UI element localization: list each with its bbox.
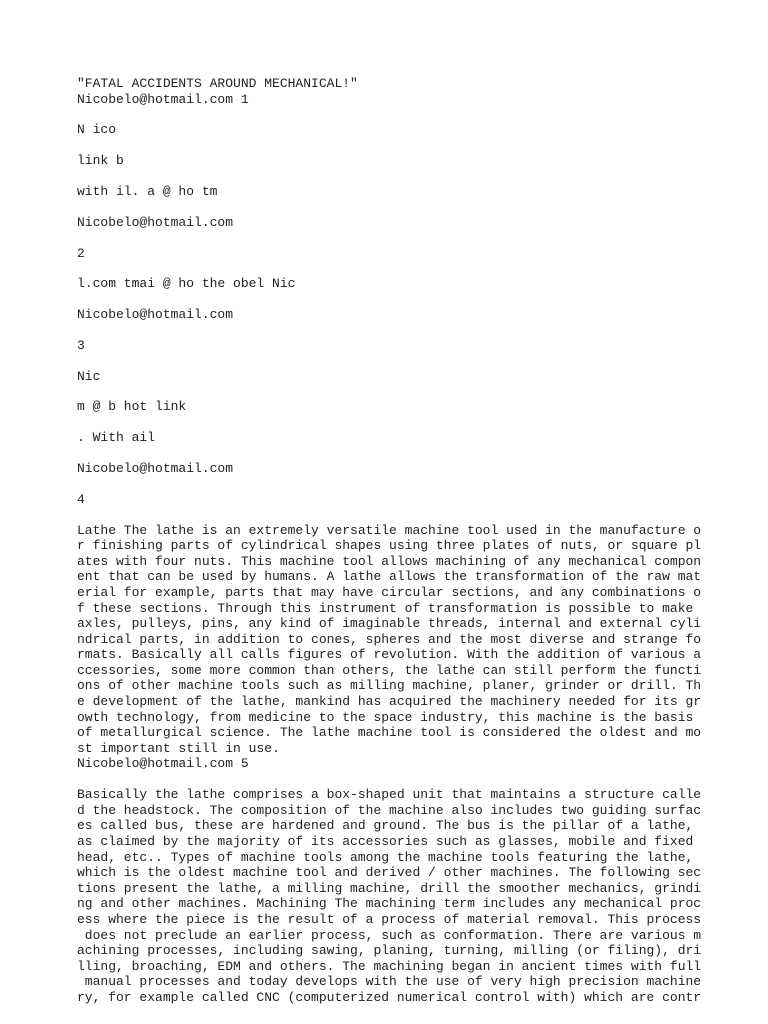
blank-line — [77, 384, 757, 399]
text-line: l.com tmai @ ho the obel Nic — [77, 276, 296, 292]
text-line: axles, pulleys, pins, any kind of imaginable threads, internal and external cyli — [77, 616, 702, 632]
text-line: st important still in use. — [77, 740, 280, 756]
blank-line — [77, 230, 757, 245]
text-line: ng and other machines. Machining The machining term includes any mechanical proc — [77, 896, 702, 912]
text-line: erial for example, parts that may have circular sections, and any combinations o — [77, 584, 702, 600]
text-line: does not preclude an earlier process, such as conformation. There are various m — [77, 927, 702, 943]
text-line: Lathe The lathe is an extremely versatile machine tool used in the manufacture o — [77, 522, 702, 538]
blank-line — [77, 292, 757, 307]
text-line: Nicobelo@hotmail.com — [77, 307, 234, 323]
blank-line — [77, 107, 757, 122]
blank-line — [77, 323, 757, 338]
text-line: e development of the lathe, mankind has acquired the machinery needed for its gr — [77, 694, 702, 710]
text-line: d the headstock. The composition of the machine also includes two guiding surfac — [77, 802, 702, 818]
text-line: ndrical parts, in addition to cones, spheres and the most diverse and strange fo — [77, 631, 702, 647]
text-line: f these sections. Through this instrument of transformation is possible to make — [77, 600, 694, 616]
text-line: Nicobelo@hotmail.com — [77, 214, 234, 230]
text-line: Nicobelo@hotmail.com — [77, 460, 234, 476]
text-line: ons of other machine tools such as milling machine, planer, grinder or drill. Th — [77, 678, 702, 694]
text-line: tions present the lathe, a milling machine, drill the smoother mechanics, grindi — [77, 880, 702, 896]
text-line: rmats. Basically all calls figures of revolution. With the addition of various a — [77, 647, 702, 663]
text-line: m @ b hot link — [77, 399, 187, 415]
text-line: ry, for example called CNC (computerized numerical control with) which are contr — [77, 989, 702, 1005]
text-line: ent that can be used by humans. A lathe allows the transformation of the raw mat — [77, 569, 702, 585]
text-line: head, etc.. Types of machine tools among the machine tools featuring the lathe, — [77, 849, 694, 865]
blank-line — [77, 507, 757, 522]
text-line: "FATAL ACCIDENTS AROUND MECHANICAL!" — [77, 76, 358, 91]
text-line: as claimed by the majority of its accessories such as glasses, mobile and fixed — [77, 834, 694, 849]
text-line: . With ail — [77, 430, 156, 446]
blank-line — [77, 477, 757, 492]
text-line: ess where the piece is the result of a process of material removal. This process — [77, 911, 702, 927]
blank-line — [77, 138, 757, 153]
blank-line — [77, 261, 757, 276]
text-line: N ico — [77, 122, 117, 138]
text-line: Nicobelo@hotmail.com 1 — [77, 91, 249, 107]
text-line: 2 — [77, 245, 85, 261]
text-line: r finishing parts of cylindrical shapes using three plates of nuts, or square pl — [77, 538, 702, 554]
blank-line — [77, 415, 757, 430]
text-line: manual processes and today develops with the use of very high precision machine — [77, 974, 702, 990]
blank-line — [77, 353, 757, 368]
text-line: 3 — [77, 337, 85, 353]
text-line: owth technology, from medicine to the space industry, this machine is the basis — [77, 709, 694, 725]
text-line: es called bus, these are hardened and ground. The bus is the pillar of a lathe, — [77, 818, 694, 834]
document-page — [77, 76, 757, 1006]
text-line: 4 — [77, 491, 85, 507]
text-line: Nic — [77, 368, 101, 384]
text-line: ates with four nuts. This machine tool allows machining of any mechanical compon — [77, 553, 702, 569]
blank-line — [77, 772, 757, 787]
text-line: lling, broaching, EDM and others. The machining began in ancient times with full — [77, 958, 702, 974]
text-line: achining processes, including sawing, planing, turning, milling (or filing), dri — [77, 943, 702, 959]
blank-line — [77, 200, 757, 215]
text-line: Nicobelo@hotmail.com 5 — [77, 756, 249, 772]
text-line: with il. a @ ho tm — [77, 183, 218, 199]
text-line: of metallurgical science. The lathe machine tool is considered the oldest and mo — [77, 725, 702, 741]
text-line: link b — [77, 153, 124, 169]
blank-line — [77, 169, 757, 184]
blank-line — [77, 446, 757, 461]
text-line: ccessories, some more common than others, the lathe can still perform the functi — [77, 662, 702, 678]
text-line: which is the oldest machine tool and derived / other machines. The following sec — [77, 865, 702, 881]
text-line: Basically the lathe comprises a box-shaped unit that maintains a structure calle — [77, 787, 702, 803]
